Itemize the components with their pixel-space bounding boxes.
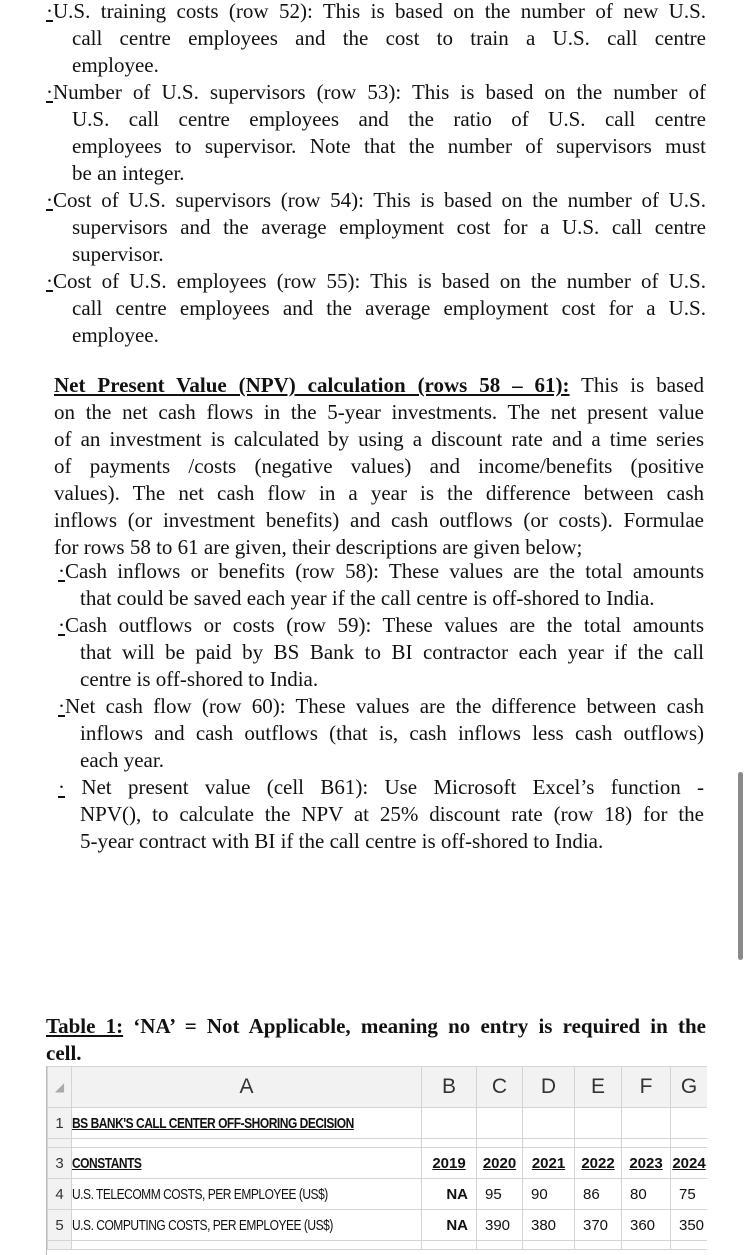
spreadsheet-table [46,1066,707,1255]
table-row [48,1210,708,1241]
bullet-line: supervisors and the average employment cost for a U.S. call centre [72,215,706,239]
column-header-a[interactable]: A [72,1067,422,1108]
vertical-scrollbar[interactable] [738,772,743,960]
bullet-line: call centre employees and the cost to train a U.S. call centre [72,26,706,50]
bullet-line: U.S. call centre employees and the ratio of U.S. call centre [72,107,706,131]
row-label: U.S. COMPUTING COSTS, PER EMPLOYEE (US$) [72,1216,333,1234]
bullet-marker: · [58,613,65,637]
table-caption [46,1013,706,1067]
cell[interactable] [477,1139,523,1148]
year-cell[interactable]: 2019 [422,1148,477,1179]
paragraph-line: inflows (or investment benefits) and cash outflows (or costs). Formulae [54,508,704,532]
bullet-line: centre is off-shored to India. [80,667,319,691]
cell-a3[interactable] [72,1148,422,1179]
cell[interactable] [422,1139,477,1148]
bullet-line: Cash outflows or costs (row 59): These values are the total amounts [65,613,704,637]
row-number[interactable] [48,1241,72,1250]
column-header-e[interactable]: E [575,1067,622,1108]
bullet-marker: · [46,80,53,104]
constants-label: CONSTANTS [72,1154,142,1172]
bullet-line: inflows and cash outflows (that is, cash inflows less cash outflows) [80,721,704,745]
value-cell[interactable]: 90 [523,1179,575,1210]
cell-a1[interactable] [72,1108,422,1139]
cell[interactable] [72,1139,422,1148]
row-number[interactable]: 4 [48,1179,72,1210]
bullet-line: that could be saved each year if the call centre is off-shored to India. [80,586,655,610]
bullet-line: Number of U.S. supervisors (row 53): This is based on the number of [53,80,706,104]
column-header-g[interactable]: G [671,1067,708,1108]
cell[interactable] [671,1108,708,1139]
paragraph-line: values). The net cash flow in a year is the difference between cash [54,481,704,505]
cell[interactable] [622,1241,671,1250]
paragraph-line: This is based [569,373,705,397]
cell[interactable] [622,1108,671,1139]
us-bullet-list [46,0,706,349]
bullet-marker: · [46,269,53,293]
year-cell[interactable]: 2024 [671,1148,708,1179]
row-number[interactable]: 1 [48,1108,72,1139]
bullet-cost-us-supervisors [46,187,706,268]
paragraph-line: of payments /costs (negative values) and income/benefits (positive [54,454,704,478]
sheet-title: BS BANK'S CALL CENTER OFF-SHORING DECISION [72,1114,354,1132]
value-cell[interactable]: 75 [671,1179,708,1210]
value-cell[interactable]: 360 [622,1210,671,1241]
year-cell[interactable]: 2020 [477,1148,523,1179]
column-header-f[interactable]: F [622,1067,671,1108]
bullet-us-supervisors [46,79,706,187]
cell[interactable] [523,1139,575,1148]
cell[interactable] [477,1241,523,1250]
bullet-line: each year. [80,748,164,772]
bullet-line: employee. [72,323,159,347]
bullet-line: Cash inflows or benefits (row 58): These values are the total amounts [65,559,704,583]
row-number[interactable] [48,1139,72,1148]
year-cell[interactable]: 2023 [622,1148,671,1179]
cell[interactable] [671,1139,708,1148]
cell-b5[interactable]: NA [422,1210,477,1241]
column-header-b[interactable]: B [422,1067,477,1108]
cell[interactable] [671,1241,708,1250]
bullet-line: Cost of U.S. employees (row 55): This is based on the number of U.S. [53,269,706,293]
bullet-net-present-value [58,774,704,855]
bullet-us-training [46,0,706,79]
bullet-marker: · [46,0,53,23]
caption-text: cell. [46,1041,82,1065]
value-cell[interactable]: 390 [477,1210,523,1241]
cell[interactable] [622,1139,671,1148]
bullet-line: U.S. training costs (row 52): This is based on the number of new U.S. [53,0,706,23]
select-all-corner[interactable]: ◢ [48,1067,72,1108]
bullet-cash-inflows [58,558,704,612]
table-row [48,1179,708,1210]
bullet-line: employees to supervisor. Note that the number of supervisors must [72,134,706,158]
column-header-d[interactable]: D [523,1067,575,1108]
value-cell[interactable]: 95 [477,1179,523,1210]
cell[interactable] [422,1108,477,1139]
bullet-line: Net present value (cell B61): Use Microsoft Excel’s function - [65,775,704,799]
column-header-c[interactable]: C [477,1067,523,1108]
paragraph-line: of an investment is calculated by using a discount rate and a time series [54,427,704,451]
cell[interactable] [422,1241,477,1250]
bullet-cost-us-employees [46,268,706,349]
npv-bullet-list [58,558,704,855]
table-row [48,1241,708,1250]
bullet-net-cash-flow [58,693,704,774]
cell[interactable] [523,1108,575,1139]
value-cell[interactable]: 350 [671,1210,708,1241]
cell-a5[interactable] [72,1210,422,1241]
bullet-line: 5-year contract with BI if the call centre is off-shored to India. [80,829,604,853]
caption-label: Table 1: [46,1014,124,1038]
cell-b4[interactable]: NA [422,1179,477,1210]
year-cell[interactable]: 2021 [523,1148,575,1179]
table-row [48,1108,708,1139]
paragraph-line: for rows 58 to 61 are given, their descriptions are given below; [54,535,583,559]
cell[interactable] [575,1241,622,1250]
bullet-marker: · [46,188,53,212]
bullet-line: Cost of U.S. supervisors (row 54): This is based on the number of U.S. [53,188,706,212]
npv-paragraph [54,372,704,561]
paragraph-line: on the net cash flows in the 5-year investments. The net present value [54,400,704,424]
value-cell[interactable]: 86 [575,1179,622,1210]
cell[interactable] [477,1108,523,1139]
bullet-line: Net cash flow (row 60): These values are the difference between cash [65,694,704,718]
npv-heading: Net Present Value (NPV) calculation (rows 58 – 61): [54,373,570,397]
row-number[interactable]: 3 [48,1148,72,1179]
row-number[interactable]: 5 [48,1210,72,1241]
value-cell[interactable]: 370 [575,1210,622,1241]
caption-text: ‘NA’ = Not Applicable, meaning no entry is required in the [123,1014,706,1038]
column-header-row [48,1067,708,1108]
bullet-marker: · [58,559,65,583]
bullet-line: call centre employees and the average employment cost for a U.S. [72,296,706,320]
row-label: U.S. TELECOMM COSTS, PER EMPLOYEE (US$) [72,1185,328,1203]
table-row [48,1139,708,1148]
cell[interactable] [575,1108,622,1139]
cell-a4[interactable] [72,1179,422,1210]
cell[interactable] [523,1241,575,1250]
value-cell[interactable]: 380 [523,1210,575,1241]
bullet-line: supervisor. [72,242,164,266]
bullet-line: be an integer. [72,161,185,185]
cell[interactable] [575,1139,622,1148]
year-cell[interactable]: 2022 [575,1148,622,1179]
table-row [48,1148,708,1179]
bullet-marker: · [58,775,65,799]
bullet-line: employee. [72,53,159,77]
bullet-line: NPV(), to calculate the NPV at 25% discount rate (row 18) for the [80,802,704,826]
cell[interactable] [72,1241,422,1250]
bullet-cash-outflows [58,612,704,693]
bullet-line: that will be paid by BS Bank to BI contractor each year if the call [80,640,704,664]
bullet-marker: · [58,694,65,718]
value-cell[interactable]: 80 [622,1179,671,1210]
